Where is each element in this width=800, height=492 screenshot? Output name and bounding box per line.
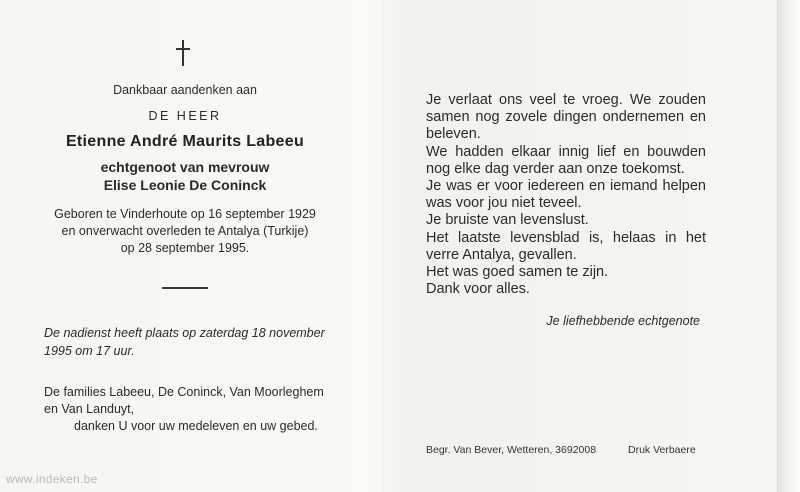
birth-line-2: en onverwacht overleden te Antalya (Turkije) [61,224,309,238]
card-fold [382,0,383,492]
printer-credit: Begr. Van Bever, Wetteren, 3692008 [426,444,597,456]
birth-line-3: op 28 september 1995. [120,241,250,255]
poem-line: Dank voor alles. [426,281,530,298]
spouse-line-1: echtgenoot van mevrouw [100,159,270,175]
poem-line: Je was er voor iedereen en iemand helpen was voor jou niet teveel. [426,178,706,212]
divider-line [162,287,208,289]
page-edge [777,0,800,492]
poem-line: Je verlaat ons veel te vroeg. We zouden samen nog zovele dingen ondernemen en beleven. [426,92,706,143]
poem-line: Je bruiste van levenslust. [426,212,589,229]
poem-block [426,92,706,298]
intro-text: Dankbaar aandenken aan [113,83,257,97]
watermark-text: www.indeken.be [6,472,98,486]
printer-name: Druk Verbaere [628,444,696,456]
poem-line: We hadden elkaar innig lief en bouwden nog elke dag verder aan onze toekomst. [426,143,706,177]
poem-line: Het was goed samen te zijn. [426,264,609,281]
title-text: DE HEER [148,109,222,123]
deceased-name: Etienne André Maurits Labeeu [65,133,305,150]
cross-icon [176,40,190,66]
spouse-line-2: Elise Leonie De Coninck [103,177,267,193]
families-line-2: en Van Landuyt, [44,402,135,416]
service-line-2: 1995 om 17 uur. [44,344,135,358]
thanks-text: danken U voor uw medeleven en uw gebed. [74,419,318,433]
birth-line-1: Geboren te Vinderhoute op 16 september 1929 [54,207,316,221]
service-line-1: De nadienst heeft plaats op zaterdag 18 november [44,326,325,340]
families-line-1: De families Labeeu, De Coninck, Van Moorleghem [44,385,324,399]
poem-line: Het laatste levensblad is, helaas in het verre Antalya, gevallen. [426,229,706,263]
signature-text: Je liefhebbende echtgenote [546,314,700,328]
